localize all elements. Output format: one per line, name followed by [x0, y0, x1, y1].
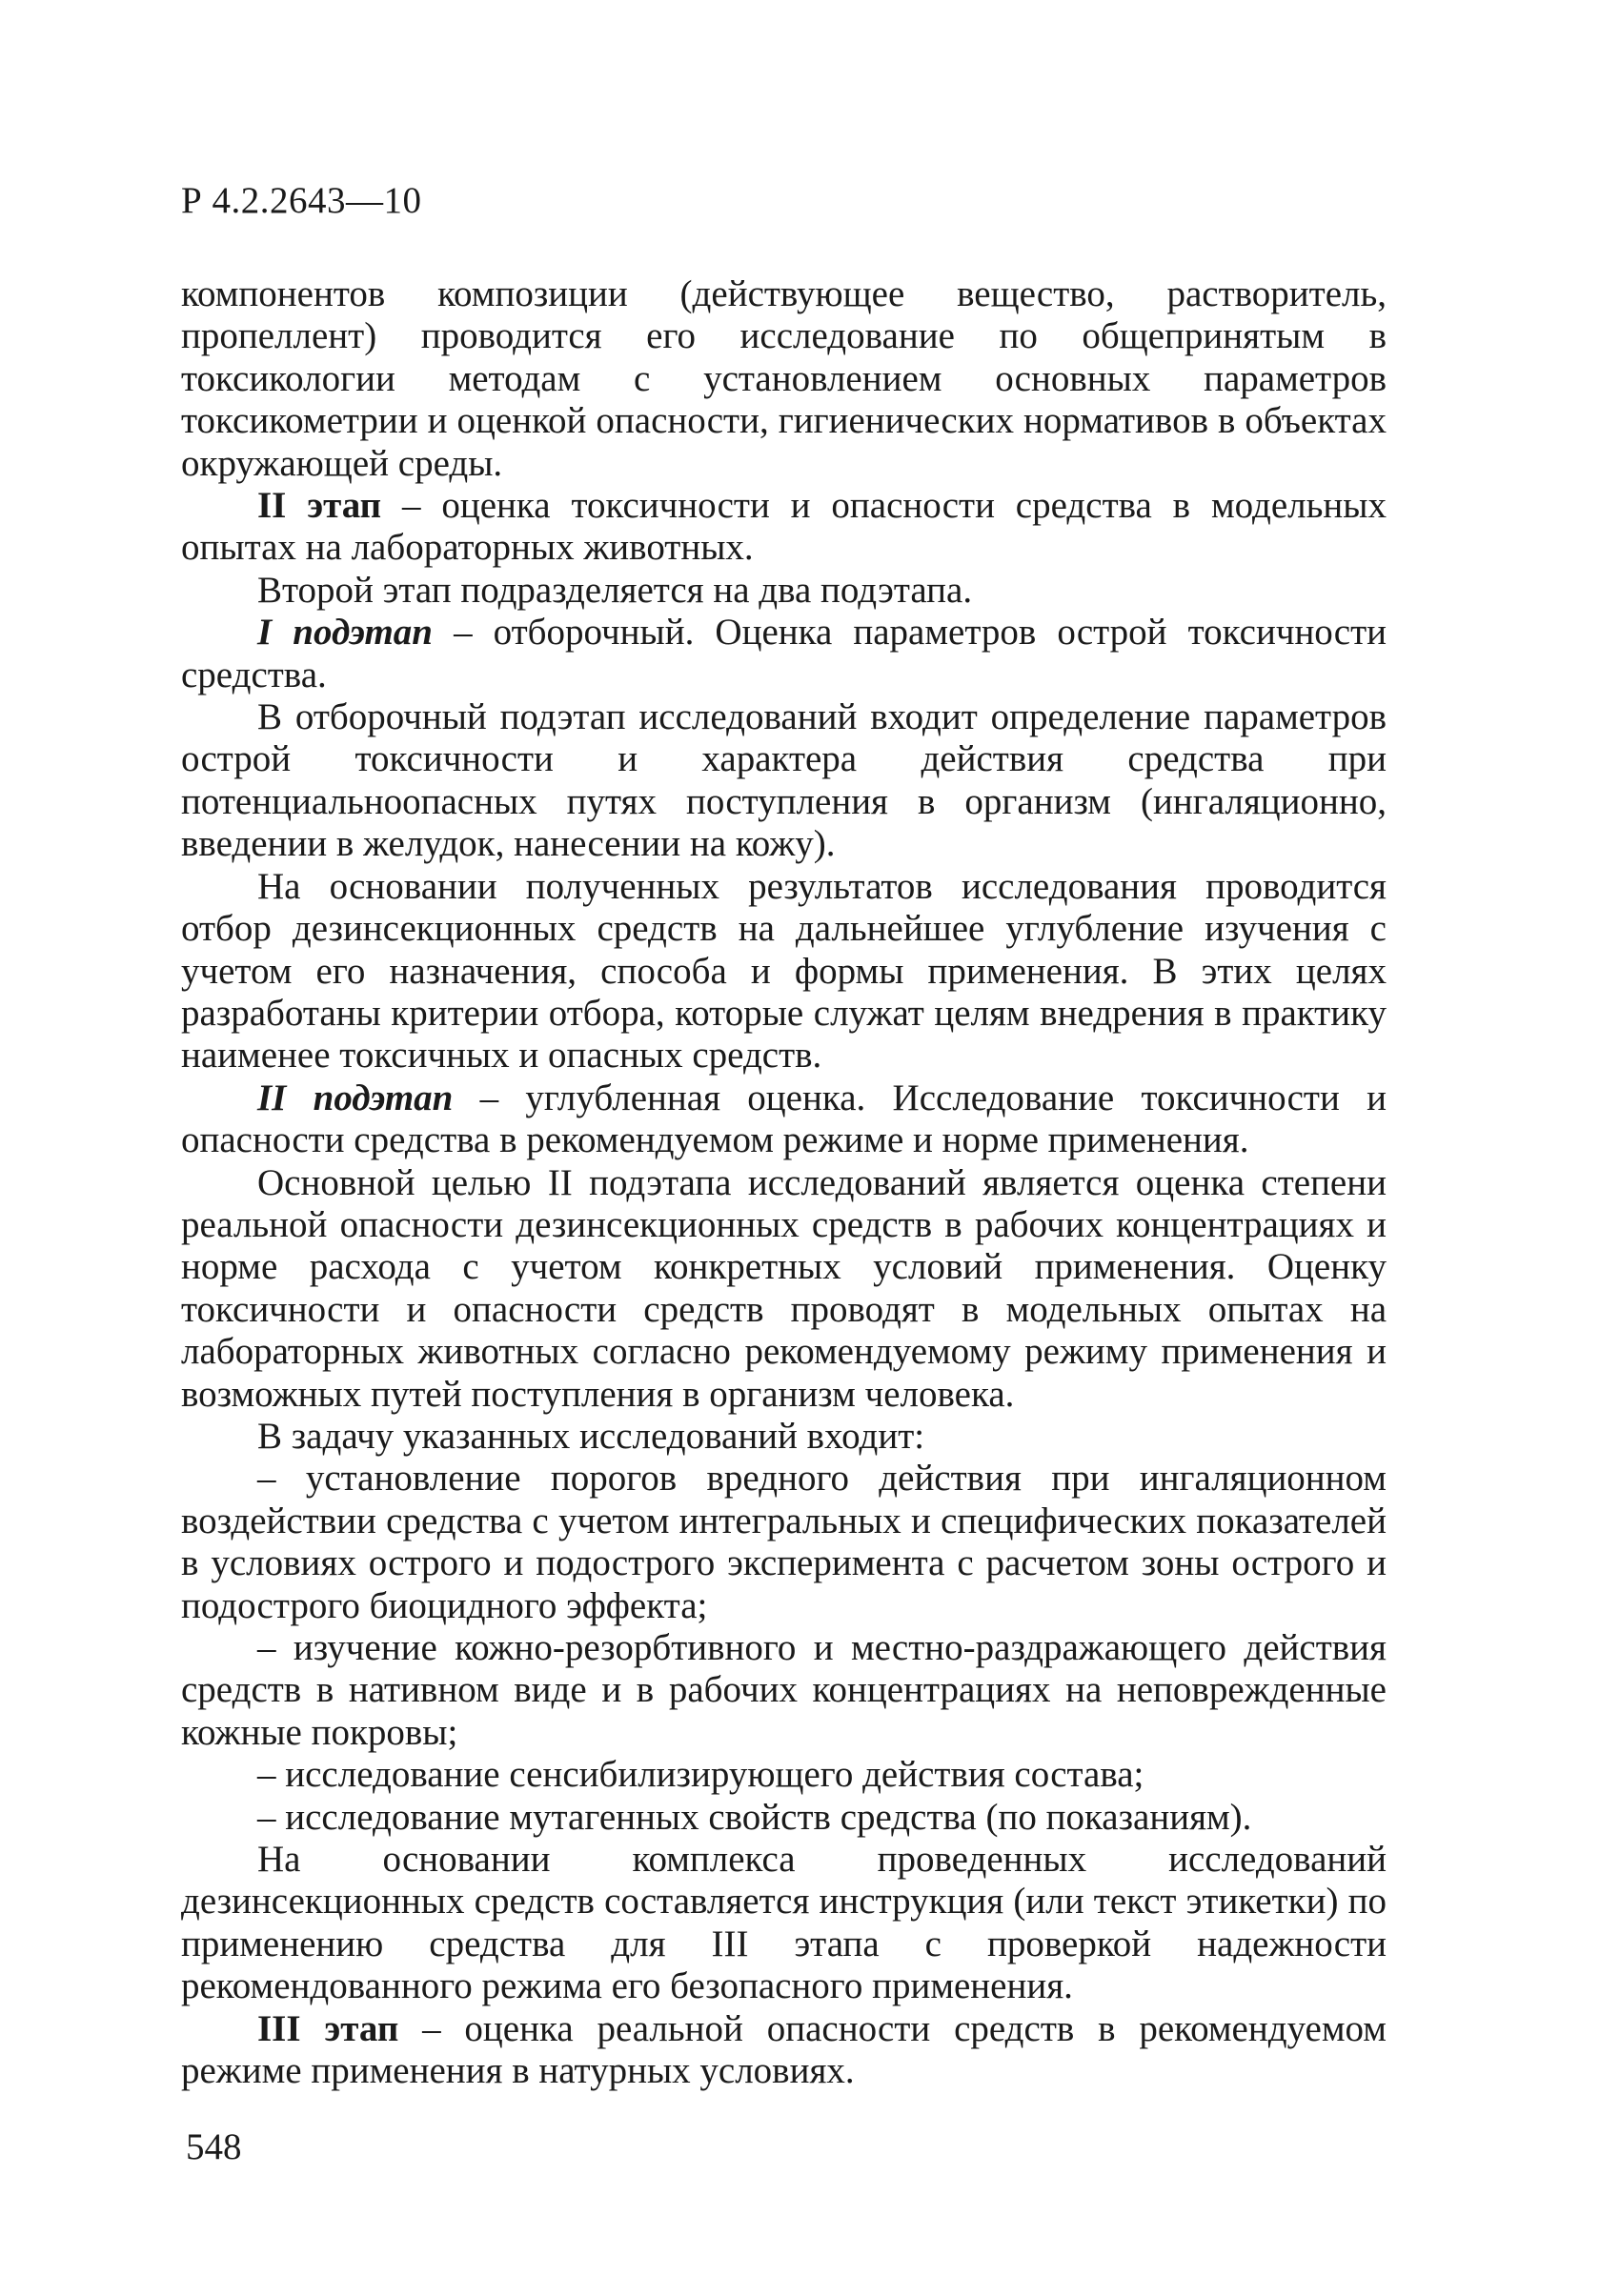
paragraph: [181, 1162, 1387, 1416]
paragraph-stage-2: [181, 485, 1387, 570]
paragraph-text: – углубленная оценка. Исследование токсичности и опасности средства в рекомендуемом режиме и норме применения.: [181, 1077, 1387, 1161]
paragraph-text: – установление порогов вредного действия при ингаляционном воздействии средства с учетом интегральных и специфических показателей в условиях острого и подострого эксперимента с расчетом зоны острого и подострого биоцидного эффекта;: [181, 1458, 1387, 1626]
paragraph-lead: II подэтап: [257, 1077, 454, 1118]
paragraph-text: – изучение кожно-резорбтивного и местно-раздражающего действия средств в нативном виде и в рабочих концентрациях на неповрежденные кожные покровы;: [181, 1627, 1387, 1753]
paragraph-lead: III этап: [257, 2007, 399, 2049]
paragraph-lead: I подэтап: [257, 612, 433, 654]
paragraph: [181, 1839, 1387, 2008]
list-item: [181, 1627, 1387, 1754]
list-item: [181, 1797, 1387, 1839]
paragraph-text: Основной целью II подэтапа исследований является оценка степени реальной опасности дезинсекционных средств в рабочих концентрациях и норме расхода с учетом конкретных условий применения. Оценку токсичности и опасности средств проводят в модельных опытах на лабораторных животных согласно рекомендуемому режиму применения и возможных путей поступления в организм человека.: [181, 1161, 1387, 1415]
list-item: [181, 1754, 1387, 1796]
paragraph-text: – исследование сенсибилизирующего действия состава;: [257, 1754, 1144, 1796]
paragraph: [181, 1416, 1387, 1458]
paragraph-text: – отборочный. Оценка параметров острой токсичности средства.: [181, 612, 1387, 695]
paragraph-text: – оценка токсичности и опасности средства в модельных опытах на лабораторных животных.: [181, 485, 1387, 569]
paragraph-lead: II этап: [257, 485, 382, 527]
paragraph-substage-2: [181, 1078, 1387, 1162]
document-body: [181, 273, 1387, 2092]
paragraph-text: – оценка реальной опасности средств в рекомендуемом режиме применения в натурных условиях.: [181, 2007, 1387, 2092]
paragraph-stage-3: [181, 2008, 1387, 2093]
paragraph: [181, 570, 1387, 612]
paragraph-text: На основании полученных результатов исследования проводится отбор дезинсекционных средств на дальнейшее углубление изучения с учетом его назначения, способа и формы применения. В этих целях разработаны критерии отбора, которые служат целям внедрения в практику наименее токсичных и опасных средств.: [181, 865, 1387, 1077]
paragraph-text: В задачу указанных исследований входит:: [257, 1415, 925, 1457]
page-number: 548: [186, 2126, 242, 2167]
paragraph-continuation: [181, 273, 1387, 485]
paragraph-substage-1: [181, 612, 1387, 696]
paragraph: [181, 866, 1387, 1078]
paragraph-text: На основании комплекса проведенных исследований дезинсекционных средств составляется инструкция (или текст этикетки) по применению средства для III этапа с проверкой надежности рекомендованного режима его безопасного применения.: [181, 1839, 1387, 2007]
document-code-header: Р 4.2.2643—10: [181, 180, 422, 221]
list-item: [181, 1458, 1387, 1627]
paragraph: [181, 696, 1387, 866]
paragraph-text: Второй этап подразделяется на два подэтапа.: [257, 569, 973, 611]
document-page: [181, 176, 1387, 2092]
paragraph-text: компонентов композиции (действующее вещество, растворитель, пропеллент) проводится его исследование по общепринятым в токсикологии методам с установлением основных параметров токсикометрии и оценкой опасности, гигиенических нормативов в объектах окружающей среды.: [181, 273, 1387, 484]
paragraph-text: В отборочный подэтап исследований входит определение параметров острой токсичности и характера действия средства при потенциальноопасных путях поступления в организм (ингаляционно, введении в желудок, нанесении на кожу).: [181, 696, 1387, 865]
paragraph-text: – исследование мутагенных свойств средства (по показаниям).: [257, 1796, 1252, 1838]
